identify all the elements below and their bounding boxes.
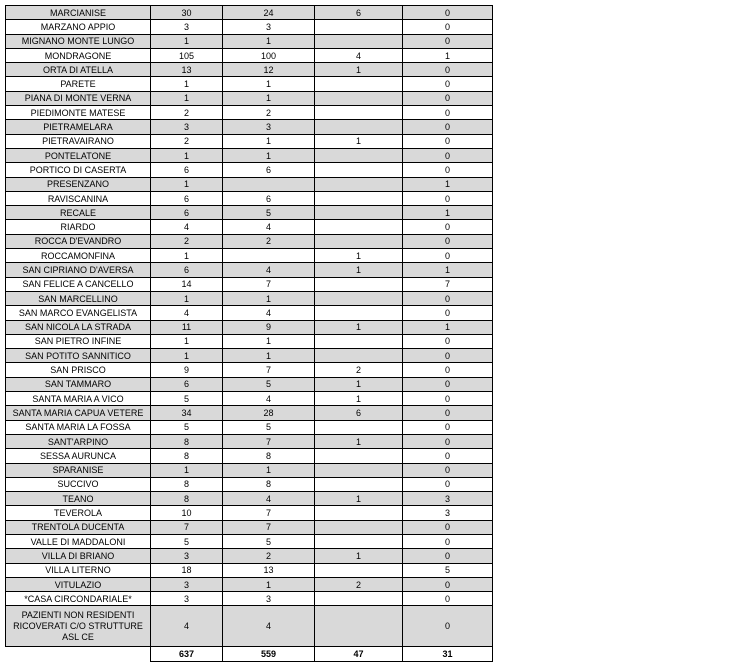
municipality-name-cell: SAN NICOLA LA STRADA bbox=[6, 320, 151, 334]
value-cell-1: 9 bbox=[151, 363, 223, 377]
value-cell-1: 1 bbox=[151, 34, 223, 48]
value-cell-1: 1 bbox=[151, 249, 223, 263]
value-cell-4: 0 bbox=[403, 377, 493, 391]
municipality-name-cell: SAN PRISCO bbox=[6, 363, 151, 377]
value-cell-1: 3 bbox=[151, 20, 223, 34]
value-cell-4: 0 bbox=[403, 291, 493, 305]
value-cell-2: 4 bbox=[223, 220, 315, 234]
value-cell-4: 0 bbox=[403, 106, 493, 120]
table-row bbox=[6, 363, 493, 377]
municipality-name-cell: PIANA DI MONTE VERNA bbox=[6, 91, 151, 105]
value-cell-4: 0 bbox=[403, 77, 493, 91]
value-cell-2: 9 bbox=[223, 320, 315, 334]
value-cell-4: 0 bbox=[403, 420, 493, 434]
table-row bbox=[6, 392, 493, 406]
value-cell-1: 34 bbox=[151, 406, 223, 420]
table-row bbox=[6, 77, 493, 91]
table-row bbox=[6, 434, 493, 448]
municipality-name-cell: SAN PIETRO INFINE bbox=[6, 334, 151, 348]
value-cell-1: 30 bbox=[151, 6, 223, 20]
table-row bbox=[6, 449, 493, 463]
value-cell-2: 3 bbox=[223, 120, 315, 134]
value-cell-4: 5 bbox=[403, 563, 493, 577]
value-cell-2: 1 bbox=[223, 34, 315, 48]
value-cell-4: 7 bbox=[403, 277, 493, 291]
value-cell-1: 1 bbox=[151, 463, 223, 477]
municipality-name-cell: PAZIENTI NON RESIDENTI RICOVERATI C/O STRUTTURE ASL CE bbox=[6, 606, 151, 647]
value-cell-1: 3 bbox=[151, 592, 223, 606]
value-cell-4: 0 bbox=[403, 34, 493, 48]
table-row bbox=[6, 163, 493, 177]
municipality-name-cell: ORTA DI ATELLA bbox=[6, 63, 151, 77]
municipality-name-cell: RAVISCANINA bbox=[6, 191, 151, 205]
value-cell-1: 6 bbox=[151, 263, 223, 277]
value-cell-4: 0 bbox=[403, 234, 493, 248]
table-row bbox=[6, 249, 493, 263]
value-cell-4: 0 bbox=[403, 549, 493, 563]
table-row bbox=[6, 220, 493, 234]
municipality-name-cell: PIETRAVAIRANO bbox=[6, 134, 151, 148]
value-cell-4: 3 bbox=[403, 506, 493, 520]
table-row bbox=[6, 63, 493, 77]
value-cell-3 bbox=[315, 77, 403, 91]
value-cell-4: 0 bbox=[403, 6, 493, 20]
totals-label-cell bbox=[6, 647, 151, 661]
municipality-name-cell: MARCIANISE bbox=[6, 6, 151, 20]
table-row bbox=[6, 177, 493, 191]
value-cell-2: 1 bbox=[223, 577, 315, 591]
municipality-name-cell: SAN TAMMARO bbox=[6, 377, 151, 391]
value-cell-2: 1 bbox=[223, 134, 315, 148]
value-cell-1: 8 bbox=[151, 477, 223, 491]
value-cell-4: 0 bbox=[403, 449, 493, 463]
value-cell-2: 1 bbox=[223, 148, 315, 162]
value-cell-2: 2 bbox=[223, 549, 315, 563]
table-row bbox=[6, 420, 493, 434]
value-cell-4: 1 bbox=[403, 263, 493, 277]
value-cell-2: 8 bbox=[223, 449, 315, 463]
value-cell-2: 8 bbox=[223, 477, 315, 491]
value-cell-1: 1 bbox=[151, 349, 223, 363]
value-cell-1: 8 bbox=[151, 434, 223, 448]
value-cell-1: 8 bbox=[151, 449, 223, 463]
value-cell-2: 13 bbox=[223, 563, 315, 577]
municipality-name-cell: SPARANISE bbox=[6, 463, 151, 477]
value-cell-4: 0 bbox=[403, 363, 493, 377]
table-row bbox=[6, 492, 493, 506]
value-cell-3 bbox=[315, 520, 403, 534]
value-cell-4: 0 bbox=[403, 91, 493, 105]
municipality-name-cell: VILLA LITERNO bbox=[6, 563, 151, 577]
value-cell-2: 1 bbox=[223, 77, 315, 91]
value-cell-3 bbox=[315, 563, 403, 577]
value-cell-4: 0 bbox=[403, 306, 493, 320]
value-cell-1: 8 bbox=[151, 492, 223, 506]
value-cell-1: 6 bbox=[151, 206, 223, 220]
value-cell-3: 2 bbox=[315, 577, 403, 591]
value-cell-3 bbox=[315, 534, 403, 548]
value-cell-1: 14 bbox=[151, 277, 223, 291]
value-cell-3 bbox=[315, 277, 403, 291]
value-cell-2: 7 bbox=[223, 434, 315, 448]
value-cell-2: 4 bbox=[223, 492, 315, 506]
value-cell-4: 0 bbox=[403, 434, 493, 448]
value-cell-1: 1 bbox=[151, 148, 223, 162]
value-cell-2: 6 bbox=[223, 163, 315, 177]
value-cell-3 bbox=[315, 592, 403, 606]
table-row bbox=[6, 406, 493, 420]
table-row bbox=[6, 592, 493, 606]
value-cell-3 bbox=[315, 120, 403, 134]
value-cell-2: 1 bbox=[223, 349, 315, 363]
value-cell-3 bbox=[315, 420, 403, 434]
value-cell-1: 6 bbox=[151, 163, 223, 177]
value-cell-4: 0 bbox=[403, 406, 493, 420]
municipality-name-cell: PIETRAMELARA bbox=[6, 120, 151, 134]
value-cell-4: 0 bbox=[403, 134, 493, 148]
value-cell-1: 4 bbox=[151, 606, 223, 647]
value-cell-1: 1 bbox=[151, 77, 223, 91]
total-value-3: 47 bbox=[315, 647, 403, 661]
value-cell-3: 2 bbox=[315, 363, 403, 377]
value-cell-1: 3 bbox=[151, 577, 223, 591]
table-body bbox=[6, 6, 493, 647]
value-cell-3: 6 bbox=[315, 6, 403, 20]
value-cell-1: 6 bbox=[151, 377, 223, 391]
value-cell-3: 1 bbox=[315, 320, 403, 334]
value-cell-2: 7 bbox=[223, 506, 315, 520]
value-cell-1: 13 bbox=[151, 63, 223, 77]
value-cell-1: 11 bbox=[151, 320, 223, 334]
value-cell-2: 5 bbox=[223, 534, 315, 548]
table-row bbox=[6, 549, 493, 563]
table-row bbox=[6, 334, 493, 348]
municipality-name-cell: SANT'ARPINO bbox=[6, 434, 151, 448]
value-cell-1: 10 bbox=[151, 506, 223, 520]
table-row bbox=[6, 477, 493, 491]
value-cell-4: 0 bbox=[403, 249, 493, 263]
value-cell-2 bbox=[223, 249, 315, 263]
municipality-name-cell: SAN MARCO EVANGELISTA bbox=[6, 306, 151, 320]
table-row bbox=[6, 463, 493, 477]
municipality-name-cell: SAN FELICE A CANCELLO bbox=[6, 277, 151, 291]
value-cell-3: 1 bbox=[315, 549, 403, 563]
table-row bbox=[6, 606, 493, 647]
value-cell-3 bbox=[315, 20, 403, 34]
value-cell-3 bbox=[315, 506, 403, 520]
value-cell-1: 2 bbox=[151, 106, 223, 120]
value-cell-2: 28 bbox=[223, 406, 315, 420]
value-cell-1: 5 bbox=[151, 420, 223, 434]
value-cell-2: 1 bbox=[223, 91, 315, 105]
value-cell-1: 7 bbox=[151, 520, 223, 534]
value-cell-4: 0 bbox=[403, 20, 493, 34]
value-cell-4: 1 bbox=[403, 320, 493, 334]
table-row bbox=[6, 277, 493, 291]
value-cell-2: 1 bbox=[223, 463, 315, 477]
table-row bbox=[6, 520, 493, 534]
value-cell-3 bbox=[315, 291, 403, 305]
value-cell-4: 0 bbox=[403, 334, 493, 348]
totals-row bbox=[6, 647, 493, 661]
table-row bbox=[6, 291, 493, 305]
value-cell-3: 1 bbox=[315, 377, 403, 391]
value-cell-2: 2 bbox=[223, 234, 315, 248]
total-value-4: 31 bbox=[403, 647, 493, 661]
municipality-name-cell: SANTA MARIA A VICO bbox=[6, 392, 151, 406]
value-cell-3 bbox=[315, 191, 403, 205]
value-cell-3: 4 bbox=[315, 48, 403, 62]
municipality-name-cell: *CASA CIRCONDARIALE* bbox=[6, 592, 151, 606]
municipality-name-cell: TEANO bbox=[6, 492, 151, 506]
value-cell-4: 0 bbox=[403, 148, 493, 162]
value-cell-2: 4 bbox=[223, 306, 315, 320]
value-cell-1: 1 bbox=[151, 91, 223, 105]
municipality-name-cell: RECALE bbox=[6, 206, 151, 220]
value-cell-1: 105 bbox=[151, 48, 223, 62]
value-cell-4: 0 bbox=[403, 220, 493, 234]
municipality-name-cell: PRESENZANO bbox=[6, 177, 151, 191]
value-cell-1: 3 bbox=[151, 549, 223, 563]
value-cell-1: 2 bbox=[151, 234, 223, 248]
table-row bbox=[6, 506, 493, 520]
value-cell-4: 0 bbox=[403, 349, 493, 363]
table-row bbox=[6, 349, 493, 363]
value-cell-4: 1 bbox=[403, 48, 493, 62]
value-cell-4: 3 bbox=[403, 492, 493, 506]
municipality-name-cell: ROCCA D'EVANDRO bbox=[6, 234, 151, 248]
value-cell-2: 4 bbox=[223, 263, 315, 277]
municipality-name-cell: MIGNANO MONTE LUNGO bbox=[6, 34, 151, 48]
municipality-name-cell: PIEDIMONTE MATESE bbox=[6, 106, 151, 120]
table-row bbox=[6, 377, 493, 391]
value-cell-2: 24 bbox=[223, 6, 315, 20]
table-row bbox=[6, 206, 493, 220]
table-row bbox=[6, 134, 493, 148]
table-row bbox=[6, 191, 493, 205]
total-value-2: 559 bbox=[223, 647, 315, 661]
table-row bbox=[6, 34, 493, 48]
table-row bbox=[6, 577, 493, 591]
municipality-name-cell: SAN MARCELLINO bbox=[6, 291, 151, 305]
value-cell-1: 6 bbox=[151, 191, 223, 205]
value-cell-4: 0 bbox=[403, 520, 493, 534]
value-cell-2: 4 bbox=[223, 606, 315, 647]
municipality-data-table bbox=[5, 5, 493, 662]
value-cell-3: 6 bbox=[315, 406, 403, 420]
table-row bbox=[6, 120, 493, 134]
table-row bbox=[6, 48, 493, 62]
table-row bbox=[6, 534, 493, 548]
value-cell-4: 0 bbox=[403, 577, 493, 591]
table-row bbox=[6, 263, 493, 277]
value-cell-1: 1 bbox=[151, 177, 223, 191]
value-cell-2: 6 bbox=[223, 191, 315, 205]
value-cell-2: 2 bbox=[223, 106, 315, 120]
value-cell-4: 0 bbox=[403, 63, 493, 77]
value-cell-3 bbox=[315, 106, 403, 120]
municipality-name-cell: RIARDO bbox=[6, 220, 151, 234]
total-value-1: 637 bbox=[151, 647, 223, 661]
municipality-name-cell: MONDRAGONE bbox=[6, 48, 151, 62]
municipality-name-cell: SAN CIPRIANO D'AVERSA bbox=[6, 263, 151, 277]
table-row bbox=[6, 148, 493, 162]
value-cell-3: 1 bbox=[315, 263, 403, 277]
value-cell-1: 2 bbox=[151, 134, 223, 148]
municipality-name-cell: PORTICO DI CASERTA bbox=[6, 163, 151, 177]
value-cell-3 bbox=[315, 349, 403, 363]
value-cell-3 bbox=[315, 606, 403, 647]
value-cell-2: 4 bbox=[223, 392, 315, 406]
value-cell-4: 0 bbox=[403, 120, 493, 134]
value-cell-2: 7 bbox=[223, 277, 315, 291]
value-cell-3 bbox=[315, 148, 403, 162]
municipality-name-cell: SAN POTITO SANNITICO bbox=[6, 349, 151, 363]
value-cell-2: 5 bbox=[223, 206, 315, 220]
value-cell-2: 3 bbox=[223, 592, 315, 606]
value-cell-3 bbox=[315, 34, 403, 48]
value-cell-3 bbox=[315, 220, 403, 234]
value-cell-4: 0 bbox=[403, 191, 493, 205]
value-cell-3 bbox=[315, 449, 403, 463]
value-cell-2: 7 bbox=[223, 363, 315, 377]
table-row bbox=[6, 106, 493, 120]
table-row bbox=[6, 20, 493, 34]
value-cell-3: 1 bbox=[315, 249, 403, 263]
value-cell-4: 0 bbox=[403, 463, 493, 477]
value-cell-1: 3 bbox=[151, 120, 223, 134]
value-cell-1: 1 bbox=[151, 334, 223, 348]
value-cell-3 bbox=[315, 163, 403, 177]
municipality-name-cell: PONTELATONE bbox=[6, 148, 151, 162]
value-cell-1: 18 bbox=[151, 563, 223, 577]
value-cell-2: 100 bbox=[223, 48, 315, 62]
value-cell-2: 1 bbox=[223, 291, 315, 305]
value-cell-3: 1 bbox=[315, 63, 403, 77]
table-row bbox=[6, 563, 493, 577]
municipality-name-cell: ROCCAMONFINA bbox=[6, 249, 151, 263]
value-cell-2: 1 bbox=[223, 334, 315, 348]
table-row bbox=[6, 6, 493, 20]
table-row bbox=[6, 91, 493, 105]
value-cell-3 bbox=[315, 206, 403, 220]
value-cell-4: 1 bbox=[403, 177, 493, 191]
value-cell-2: 12 bbox=[223, 63, 315, 77]
municipality-name-cell: MARZANO APPIO bbox=[6, 20, 151, 34]
value-cell-2: 5 bbox=[223, 420, 315, 434]
municipality-name-cell: VILLA DI BRIANO bbox=[6, 549, 151, 563]
municipality-name-cell: SANTA MARIA CAPUA VETERE bbox=[6, 406, 151, 420]
municipality-name-cell: TRENTOLA DUCENTA bbox=[6, 520, 151, 534]
value-cell-4: 0 bbox=[403, 163, 493, 177]
municipality-name-cell: PARETE bbox=[6, 77, 151, 91]
value-cell-2: 5 bbox=[223, 377, 315, 391]
value-cell-3: 1 bbox=[315, 434, 403, 448]
value-cell-4: 0 bbox=[403, 534, 493, 548]
value-cell-2: 7 bbox=[223, 520, 315, 534]
value-cell-3 bbox=[315, 177, 403, 191]
value-cell-3: 1 bbox=[315, 392, 403, 406]
municipality-name-cell: VITULAZIO bbox=[6, 577, 151, 591]
value-cell-3: 1 bbox=[315, 492, 403, 506]
value-cell-2: 3 bbox=[223, 20, 315, 34]
value-cell-3 bbox=[315, 463, 403, 477]
value-cell-4: 1 bbox=[403, 206, 493, 220]
value-cell-1: 5 bbox=[151, 534, 223, 548]
municipality-name-cell: SANTA MARIA LA FOSSA bbox=[6, 420, 151, 434]
value-cell-4: 0 bbox=[403, 392, 493, 406]
value-cell-1: 5 bbox=[151, 392, 223, 406]
municipality-name-cell: SUCCIVO bbox=[6, 477, 151, 491]
table-row bbox=[6, 306, 493, 320]
municipality-name-cell: VALLE DI MADDALONI bbox=[6, 534, 151, 548]
table-row bbox=[6, 320, 493, 334]
value-cell-1: 4 bbox=[151, 220, 223, 234]
value-cell-2 bbox=[223, 177, 315, 191]
value-cell-4: 0 bbox=[403, 477, 493, 491]
value-cell-3 bbox=[315, 234, 403, 248]
value-cell-4: 0 bbox=[403, 606, 493, 647]
value-cell-3: 1 bbox=[315, 134, 403, 148]
municipality-name-cell: SESSA AURUNCA bbox=[6, 449, 151, 463]
value-cell-1: 4 bbox=[151, 306, 223, 320]
value-cell-3 bbox=[315, 334, 403, 348]
value-cell-4: 0 bbox=[403, 592, 493, 606]
table-row bbox=[6, 234, 493, 248]
value-cell-1: 1 bbox=[151, 291, 223, 305]
value-cell-3 bbox=[315, 477, 403, 491]
value-cell-3 bbox=[315, 91, 403, 105]
value-cell-3 bbox=[315, 306, 403, 320]
municipality-name-cell: TEVEROLA bbox=[6, 506, 151, 520]
